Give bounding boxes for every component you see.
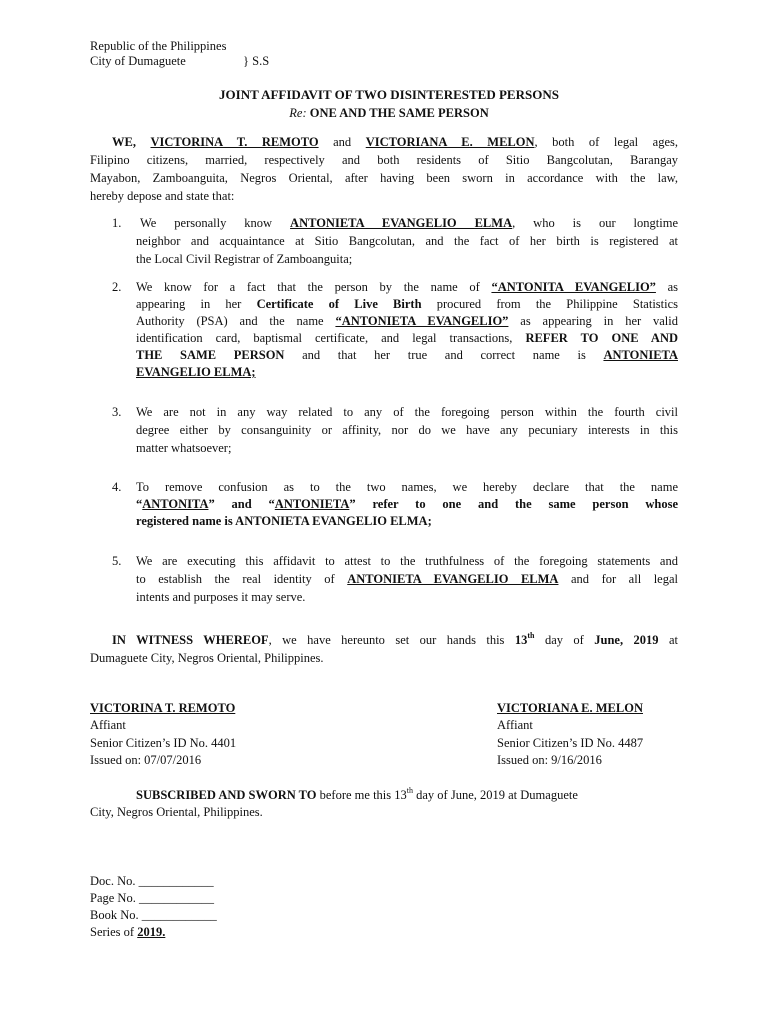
- item-3-line-2: degree either by consanguinity or affinity, nor do we have any pecuniary interests in this: [136, 423, 678, 437]
- item-1-text-a: We personally know: [140, 216, 273, 230]
- witness-l1-c: at: [668, 633, 679, 647]
- item-4-rest: ” refer to one and the same person whose: [349, 497, 678, 511]
- header-city: City of Dumaguete: [90, 54, 186, 68]
- document-title: JOINT AFFIDAVIT OF TWO DISINTERESTED PERSONS: [219, 87, 559, 102]
- re-label: Re:: [289, 106, 307, 120]
- signatory-2-name: VICTORIANA E. MELON: [497, 701, 643, 715]
- item-1-name: ANTONIETA EVANGELIO ELMA: [290, 216, 513, 230]
- intro-line-4: hereby depose and state that:: [90, 189, 235, 203]
- item-2-text-a: We know for a fact that the person by the name of: [136, 280, 480, 294]
- signatory-1-issued: Issued on: 07/07/2016: [90, 753, 202, 767]
- intro-line-1: [90, 134, 678, 151]
- item-2-l2-a: appearing in her: [136, 297, 242, 311]
- item-4-name-2: ANTONIETA: [274, 497, 350, 511]
- item-5-number: 5.: [112, 554, 122, 568]
- item-2-line-3: [136, 313, 678, 330]
- item-5-line-1: We are executing this affidavit to attest to the truthfulness of the foregoing statements and: [136, 554, 678, 568]
- item-2-l3-a: Authority (PSA) and the name: [136, 314, 324, 328]
- item-1-line-1: [136, 215, 678, 232]
- witness-l1-a: , we have hereunto set our hands this: [268, 633, 505, 647]
- jurat-line-2: City, Negros Oriental, Philippines.: [90, 805, 263, 819]
- item-4-q1: “: [136, 497, 143, 511]
- item-2-l2-c: procured from the Philippine Statistics: [436, 297, 679, 311]
- witness-line-2: Dumaguete City, Negros Oriental, Philippines.: [90, 651, 324, 665]
- notary-book-no: Book No. ____________: [90, 908, 217, 922]
- header-republic: Republic of the Philippines: [90, 39, 227, 53]
- notary-series: [90, 924, 165, 941]
- item-2-line-2: [136, 296, 678, 313]
- document-subtitle: [90, 105, 688, 122]
- item-3-line-3: matter whatsoever;: [136, 441, 232, 455]
- witness-lead: IN WITNESS WHEREOF: [112, 633, 269, 647]
- jurat-l1-a: before me this 13: [319, 788, 407, 802]
- item-2-l3-b: as appearing in her valid: [520, 314, 678, 328]
- intro-name2: VICTORIANA E. MELON: [365, 135, 535, 149]
- item-2-name-a: “ANTONITA EVANGELIO”: [491, 280, 656, 294]
- signatory-2-role: Affiant: [497, 718, 533, 732]
- jurat-sup: th: [406, 785, 413, 795]
- intro-line-3: Mayabon, Zamboanguita, Negros Oriental, after having been sworn in accordance with the law,: [90, 171, 678, 185]
- witness-month: June, 2019: [594, 633, 659, 647]
- notary-series-label: Series of: [90, 925, 135, 939]
- intro-name1: VICTORINA T. REMOTO: [150, 135, 319, 149]
- item-5-l2-b: and for all legal: [571, 572, 678, 586]
- item-2-same-person: THE SAME PERSON: [136, 348, 285, 362]
- item-3-line-1: We are not in any way related to any of the foregoing person within the fourth civil: [136, 405, 678, 419]
- signatory-2-id: Senior Citizen’s ID No. 4487: [497, 736, 644, 750]
- header-ss: } S.S: [243, 54, 270, 68]
- item-5-line-3: intents and purposes it may serve.: [136, 590, 306, 604]
- item-2-number: 2.: [112, 280, 122, 294]
- item-4-line-2: [136, 496, 678, 513]
- item-2-refer: REFER TO ONE AND: [525, 331, 679, 345]
- notary-page-no: Page No. ____________: [90, 891, 214, 905]
- item-1-line-2: neighbor and acquaintance at Sitio Bangcolutan, and the fact of her birth is registered at: [136, 234, 678, 248]
- item-5-l2-a: to establish the real identity of: [136, 572, 335, 586]
- notary-series-year: 2019.: [137, 925, 166, 939]
- item-2-certificate: Certificate of Live Birth: [256, 297, 422, 311]
- item-1-number: 1.: [112, 216, 122, 230]
- item-2-line-4: [136, 330, 678, 347]
- item-5-line-2: [136, 571, 678, 588]
- intro-we: WE,: [112, 135, 136, 149]
- item-2-l4-a: identification card, baptismal certificate, and legal transactions,: [136, 331, 513, 345]
- item-2-text-b: as: [667, 280, 678, 294]
- jurat-lead: SUBSCRIBED AND SWORN TO: [136, 788, 317, 802]
- jurat-line-1: [136, 787, 578, 804]
- witness-l1-b: day of: [544, 633, 584, 647]
- witness-line-1: [90, 632, 678, 649]
- re-text: ONE AND THE SAME PERSON: [309, 106, 489, 120]
- intro-line-2: Filipino citizens, married, respectively and both residents of Sitio Bangcolutan, Barangay: [90, 153, 678, 167]
- witness-day: [514, 630, 535, 647]
- notary-doc-no: Doc. No. ____________: [90, 874, 214, 888]
- item-4-line-1: To remove confusion as to the two names, we hereby declare that the name: [136, 480, 678, 494]
- signatory-1-name: VICTORINA T. REMOTO: [90, 701, 236, 715]
- witness-day-num: 13: [514, 633, 528, 647]
- signatory-1-id: Senior Citizen’s ID No. 4401: [90, 736, 237, 750]
- intro-and: and: [333, 135, 352, 149]
- item-2-line-1: [136, 279, 678, 296]
- item-2-l5-b: and that her true and correct name is: [302, 348, 586, 362]
- item-5-name: ANTONIETA EVANGELIO ELMA: [347, 572, 559, 586]
- item-2-line-6: EVANGELIO ELMA;: [136, 365, 256, 379]
- item-4-mid: ” and “: [208, 497, 275, 511]
- item-4-number: 4.: [112, 480, 122, 494]
- signatory-2-issued: Issued on: 9/16/2016: [497, 753, 602, 767]
- witness-day-sup: th: [527, 630, 535, 640]
- item-3-number: 3.: [112, 405, 122, 419]
- signatory-1-role: Affiant: [90, 718, 126, 732]
- item-2-l5-name: ANTONIETA: [603, 348, 678, 362]
- item-4-line-3: registered name is ANTONIETA EVANGELIO ELMA;: [136, 514, 432, 528]
- item-1-text-b: , who is our longtime: [512, 216, 678, 230]
- jurat-l1-b: day of June, 2019 at Dumaguete: [416, 788, 578, 802]
- item-2-name-b: “ANTONIETA EVANGELIO”: [335, 314, 509, 328]
- intro-l1-rest: , both of legal ages,: [534, 135, 678, 149]
- item-2-line-5: [136, 347, 678, 364]
- item-4-name-1: ANTONITA: [142, 497, 209, 511]
- item-1-line-3: the Local Civil Registrar of Zamboanguita;: [136, 252, 353, 266]
